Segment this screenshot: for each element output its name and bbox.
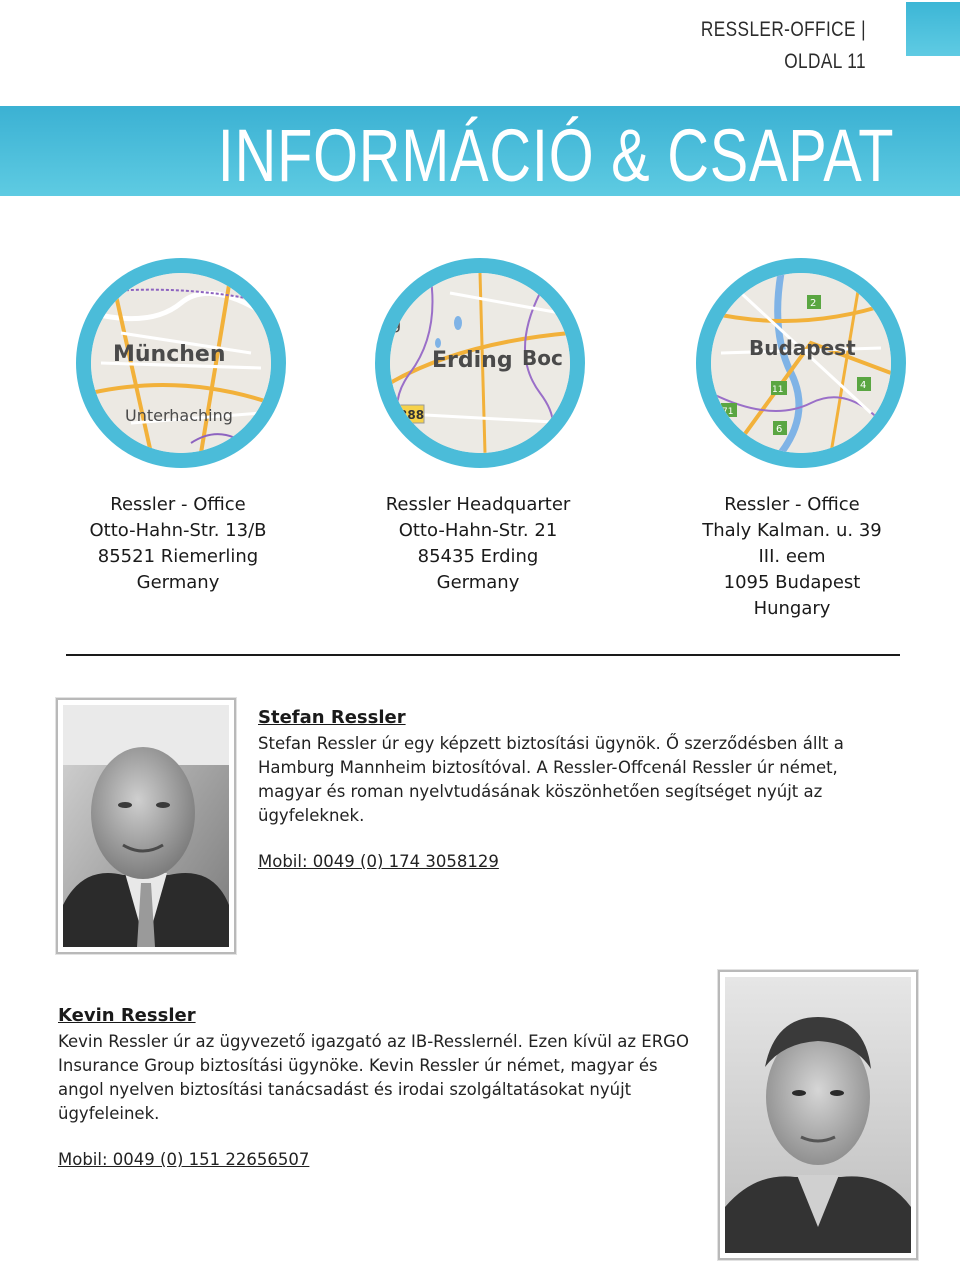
map-munich <box>76 258 286 468</box>
running-head: RESSLER-OFFICE | OLDAL 11 <box>700 18 866 73</box>
address-line: III. eem <box>758 546 826 567</box>
person-bio: Kevin Ressler úr az ügyvezető igazgató az IB-Resslernél. Ezen kívül az ERGO Insurance Group biztosítási ügynöke. Kevin Ressler úr német, magyar és angol nyelven biztosítási tanácsadást és irodai szolgáltatásokat nyújt ügyfeleinek. <box>58 1032 689 1123</box>
map-budapest-marker: 4 <box>860 380 867 391</box>
address-munich <box>58 492 298 596</box>
map-erding-sublabel: Boc <box>522 346 563 370</box>
page-title: INFORMÁCIÓ & CSAPAT <box>217 114 894 196</box>
address-erding <box>358 492 598 596</box>
map-budapest-marker: 11 <box>772 385 784 395</box>
photo-stefan <box>56 698 236 954</box>
address-line: Germany <box>136 572 220 593</box>
map-budapest-label: Budapest <box>749 336 856 360</box>
map-budapest-marker: 71 <box>722 407 734 417</box>
address-line: 85521 Riemerling <box>97 546 259 567</box>
address-budapest <box>672 492 912 622</box>
address-line: Germany <box>436 572 520 593</box>
address-line: Otto-Hahn-Str. 13/B <box>89 520 267 541</box>
map-budapest <box>696 258 906 468</box>
person-mobile[interactable]: Mobil: 0049 (0) 174 3058129 <box>258 852 499 871</box>
address-line: Ressler - Office <box>724 494 860 515</box>
person-stefan <box>258 706 898 874</box>
address-line: Hungary <box>753 598 831 619</box>
address-line: 85435 Erding <box>417 546 539 567</box>
address-line: Otto-Hahn-Str. 21 <box>398 520 558 541</box>
photo-kevin <box>718 970 918 1260</box>
title-band <box>0 106 960 196</box>
map-erding <box>375 258 585 468</box>
person-name: Stefan Ressler <box>258 707 406 728</box>
person-bio: Stefan Ressler úr egy képzett biztosítási ügynök. Ő szerződésben állt a Hamburg Mannheim biztosítóval. A Ressler-Offcenál Ressler úr német, magyar és roman nyelvtudásának köszönhetően segítséget nyújt az ügyfeleknek. <box>258 734 844 825</box>
map-munich-sublabel: Unterhaching <box>125 406 233 425</box>
map-budapest-marker: 6 <box>776 424 783 435</box>
map-munich-image <box>91 273 271 453</box>
person-name: Kevin Ressler <box>58 1005 196 1026</box>
divider <box>66 654 900 656</box>
map-erding-edge-label: g <box>390 313 402 334</box>
map-budapest-image <box>711 273 891 453</box>
person-mobile[interactable]: Mobil: 0049 (0) 151 22656507 <box>58 1150 310 1169</box>
map-erding-badge: 388 <box>399 408 425 422</box>
address-line: 1095 Budapest <box>723 572 861 593</box>
corner-tab <box>906 2 960 56</box>
person-kevin <box>58 1004 698 1172</box>
map-munich-label: München <box>113 342 226 367</box>
portrait-stefan-image <box>63 705 229 947</box>
address-line: Ressler - Office <box>110 494 246 515</box>
address-line: Thaly Kalman. u. 39 <box>702 520 882 541</box>
map-erding-label: Erding <box>432 348 513 373</box>
portrait-kevin-image <box>725 977 911 1253</box>
map-erding-image <box>390 273 570 453</box>
address-line: Ressler Headquarter <box>385 494 571 515</box>
map-budapest-marker: 2 <box>810 298 817 309</box>
